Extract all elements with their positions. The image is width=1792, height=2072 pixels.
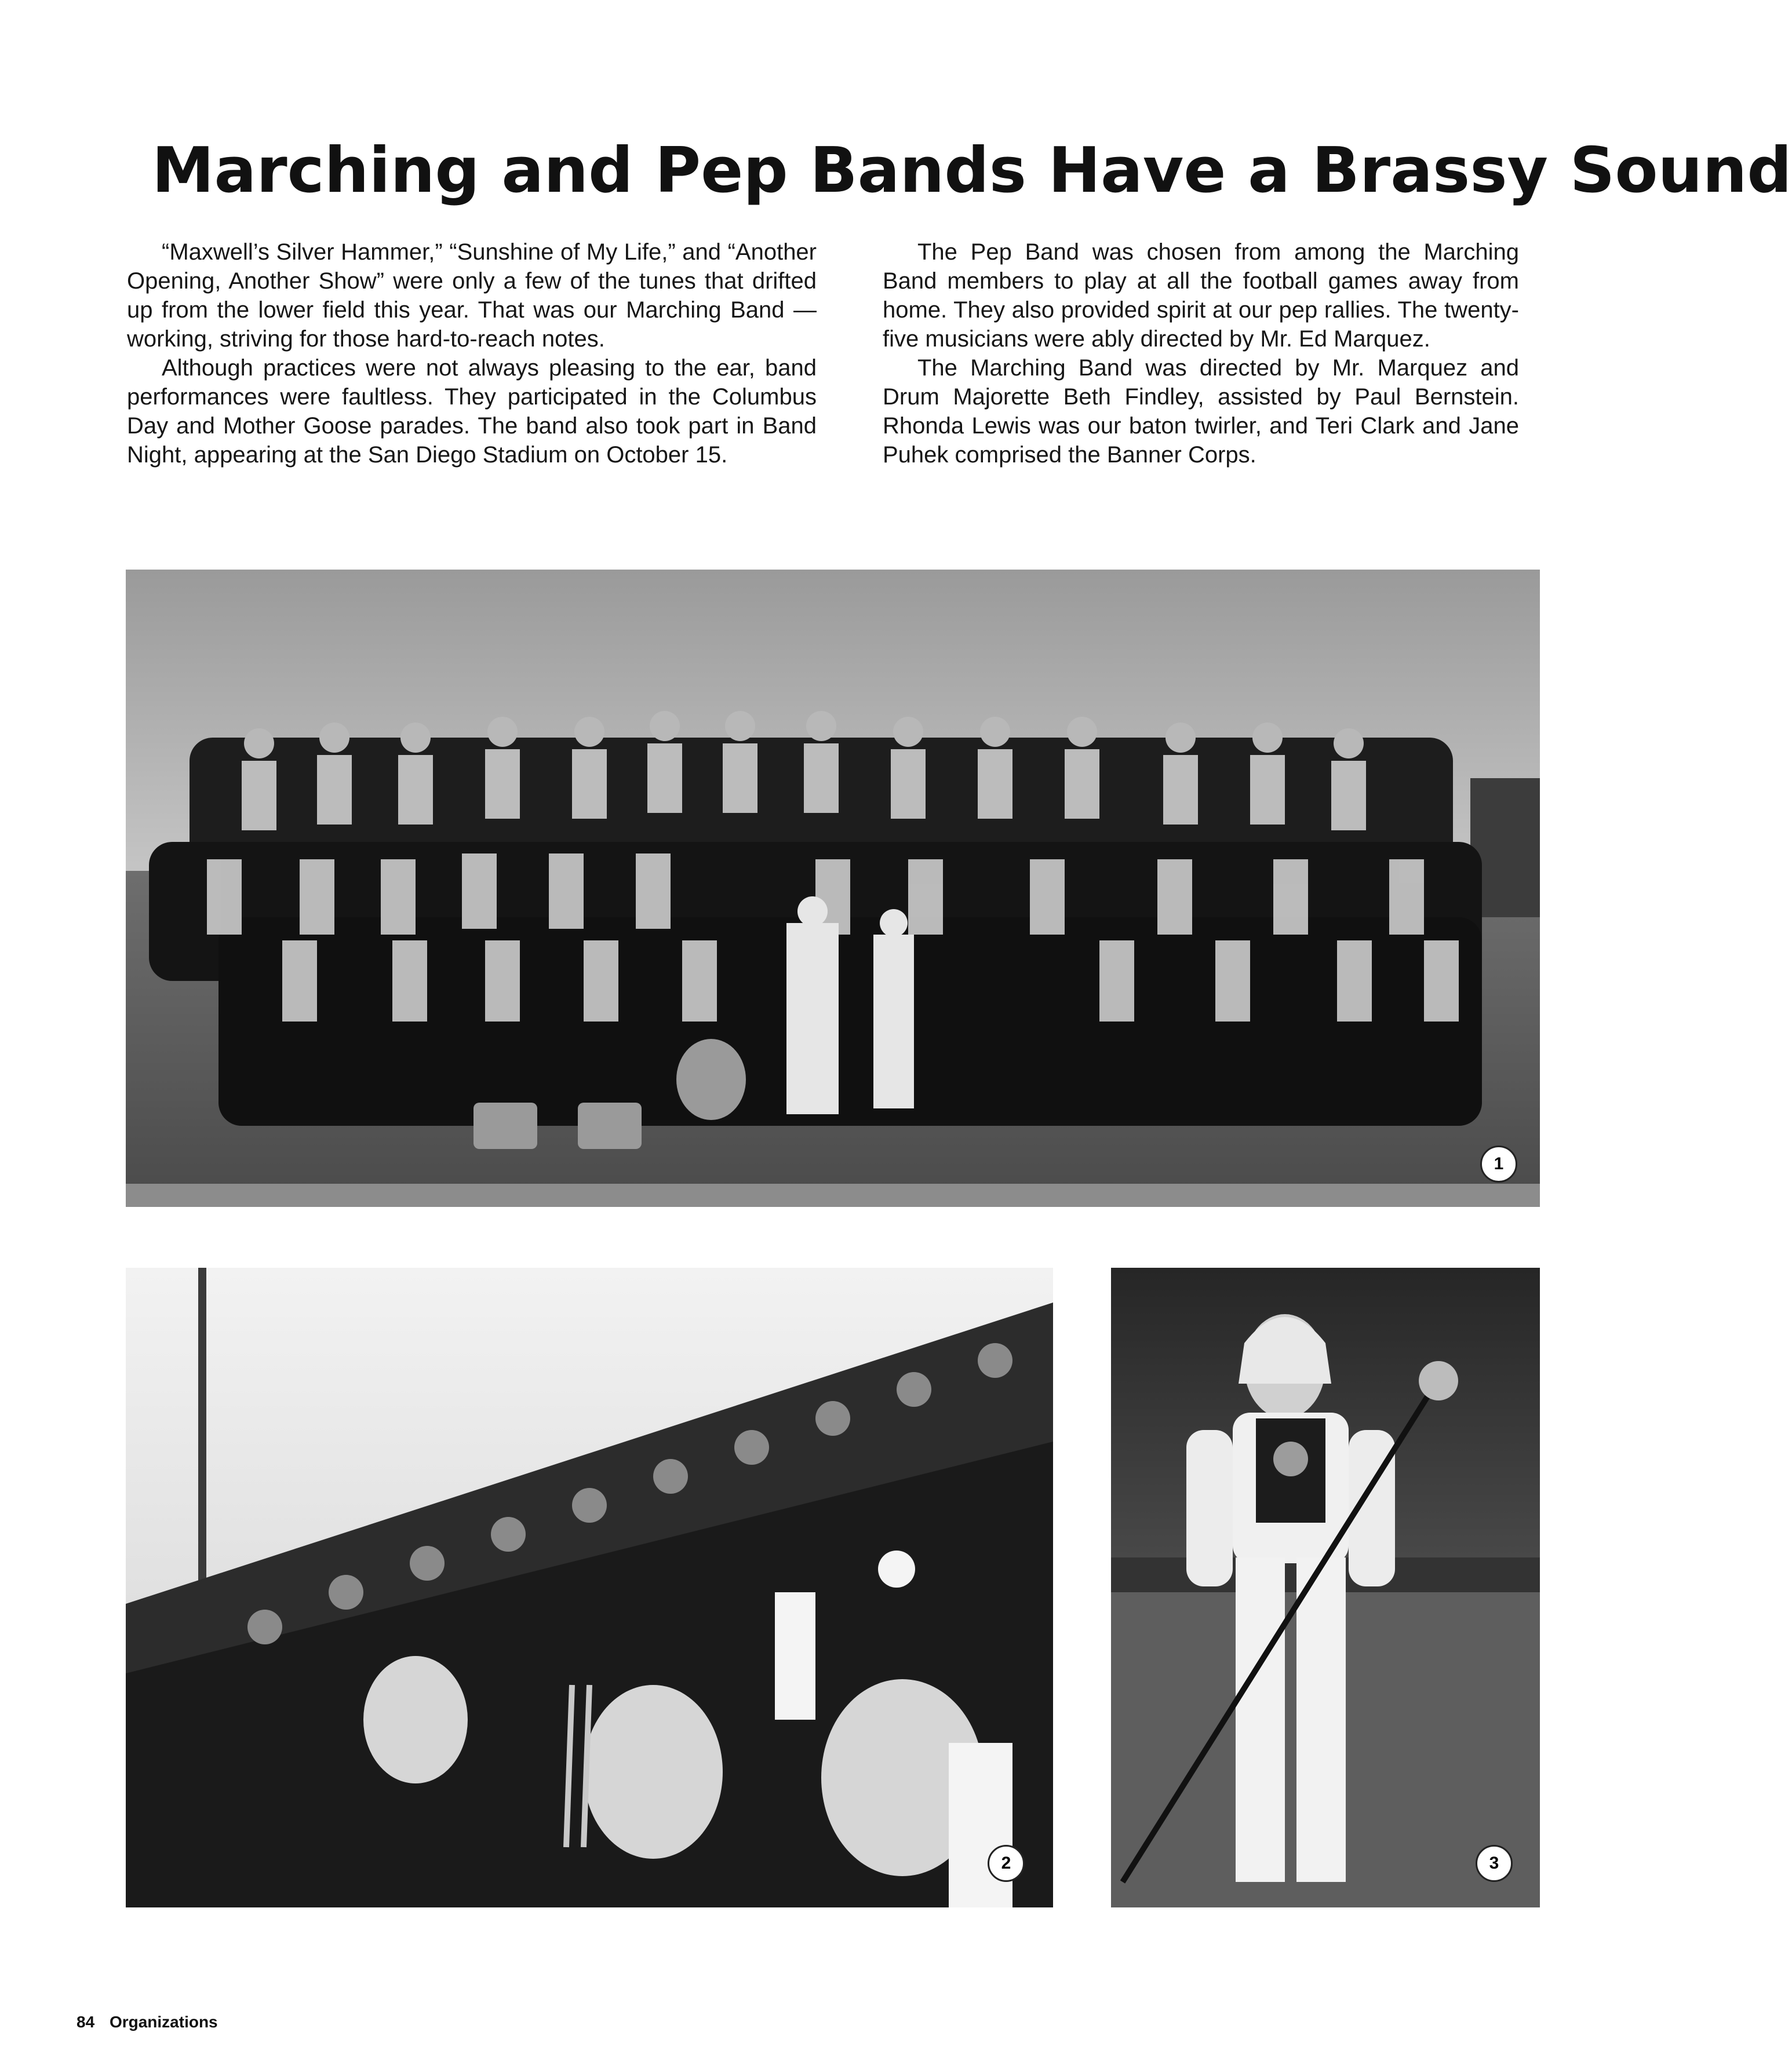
body-paragraph: Although practices were not always pleasing to the ear, band performances were faultless. They participated in the Columbus Day and Mother Goose parades. The band also took part in Band Night, appearing at the San Diego Stadium on October 15. <box>127 355 817 468</box>
band-group-photo <box>126 570 1540 1207</box>
pep-band-stands-photo <box>126 1268 1053 1907</box>
body-paragraph: The Pep Band was chosen from among the Marching Band members to play at all the football games away from home. They also provided spirit at our pep rallies. The twenty-five musicians were ably directed by Mr. Ed Marquez. <box>883 239 1519 352</box>
band-group-photo-image <box>126 570 1540 1207</box>
drum-major-photo-image <box>1111 1268 1540 1907</box>
pep-band-stands-photo-image <box>126 1268 1053 1907</box>
left-text-column <box>127 238 817 469</box>
photo-number-badge: 2 <box>988 1845 1025 1882</box>
section-label: Organizations <box>109 2013 218 2031</box>
body-paragraph: “Maxwell’s Silver Hammer,” “Sunshine of My Life,” and “Another Opening, Another Show” were only a few of the tunes that drifted up from the lower field this year. That was our Marching Band — working, striving for those hard-to-reach notes. <box>127 239 817 352</box>
page-title: Marching and Pep Bands Have a Brassy Sound <box>152 134 1792 207</box>
right-text-column <box>883 238 1519 469</box>
page-number: 84 <box>77 2013 95 2031</box>
photo-number-badge: 3 <box>1476 1845 1513 1882</box>
photo-number-badge: 1 <box>1480 1146 1517 1183</box>
drum-major-photo <box>1111 1268 1540 1907</box>
page-footer <box>77 2013 218 2031</box>
body-paragraph: The Marching Band was directed by Mr. Marquez and Drum Majorette Beth Findley, assisted by Paul Bernstein. Rhonda Lewis was our baton twirler, and Teri Clark and Jane Puhek comprised the Banner Corps. <box>883 355 1519 468</box>
